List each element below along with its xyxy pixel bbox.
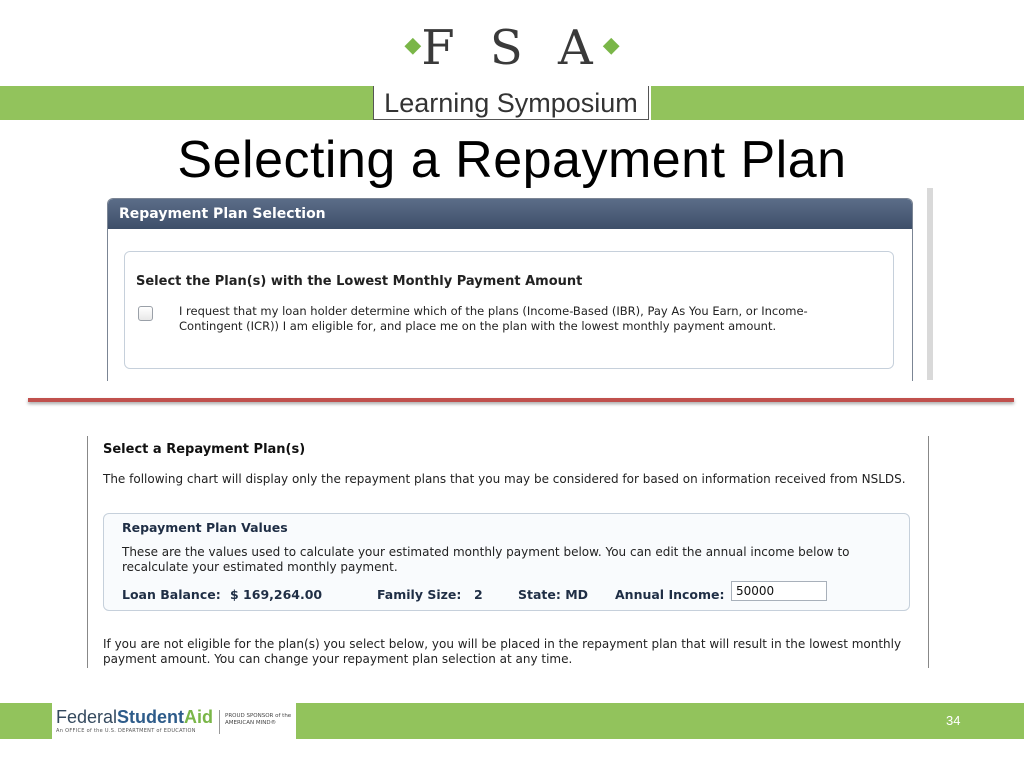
- family-size-value: 2: [474, 587, 483, 602]
- values-description: These are the values used to calculate your estimated monthly payment below. You can edit the annual income below to recalculate your estimated monthly payment.: [122, 545, 850, 574]
- federal-student-aid-logo: [52, 703, 296, 739]
- lowest-payment-section: [124, 251, 894, 369]
- page-number: 34: [946, 713, 961, 728]
- section-title: Select a Repayment Plan(s): [103, 442, 306, 457]
- section-description: The following chart will display only the repayment plans that you may be considered for based on information received from NSLDS.: [103, 472, 906, 486]
- state-label: State: MD: [518, 587, 589, 602]
- section-title: Select the Plan(s) with the Lowest Monthly Payment Amount: [136, 274, 583, 289]
- slide-title: Selecting a Repayment Plan: [177, 131, 847, 189]
- logo-letters: F S A: [421, 20, 603, 76]
- diamond-icon: ◆: [404, 32, 422, 58]
- repayment-plan-values-box: [103, 513, 910, 611]
- annual-income-label: Annual Income:: [615, 587, 725, 602]
- family-size-label: Family Size:: [377, 587, 462, 602]
- brand-federal: Federal: [56, 707, 118, 727]
- eligibility-note: If you are not eligible for the plan(s) you select below, you will be placed in the repayment plan that will result in the lowest monthly payment amount. You can change your repayment plan selection at any time.: [103, 637, 902, 666]
- repayment-plan-selection-panel: [107, 198, 913, 381]
- brand-aid: Aid: [184, 707, 214, 727]
- fsa-logo: [373, 10, 651, 122]
- diamond-icon: ◆: [602, 32, 620, 58]
- panel-header: Repayment Plan Selection: [108, 199, 912, 229]
- annual-income-input[interactable]: [731, 581, 827, 601]
- values-title: Repayment Plan Values: [122, 520, 288, 535]
- logo-subtitle: Learning Symposium: [373, 86, 649, 120]
- scrollbar-track[interactable]: [927, 188, 933, 380]
- brand-tagline: An OFFICE of the U.S. DEPARTMENT of EDUCATION: [56, 728, 196, 734]
- sponsor-text: PROUD SPONSOR of the AMERICAN MIND®: [225, 713, 292, 726]
- checkbox-label: I request that my loan holder determine which of the plans (Income-Based (IBR), Pay As You Earn, or Income-Contingent (ICR)) I am eligible for, and place me on the plan with the lowest monthly payment amount.: [179, 304, 808, 333]
- logo-divider: [219, 710, 220, 734]
- loan-balance-label: Loan Balance:: [122, 587, 221, 602]
- separator-line: [28, 398, 1014, 402]
- brand-student: Student: [117, 707, 185, 727]
- lowest-payment-checkbox[interactable]: [138, 306, 153, 321]
- loan-balance-value: $ 169,264.00: [230, 587, 323, 602]
- select-repayment-plan-panel: [87, 436, 929, 668]
